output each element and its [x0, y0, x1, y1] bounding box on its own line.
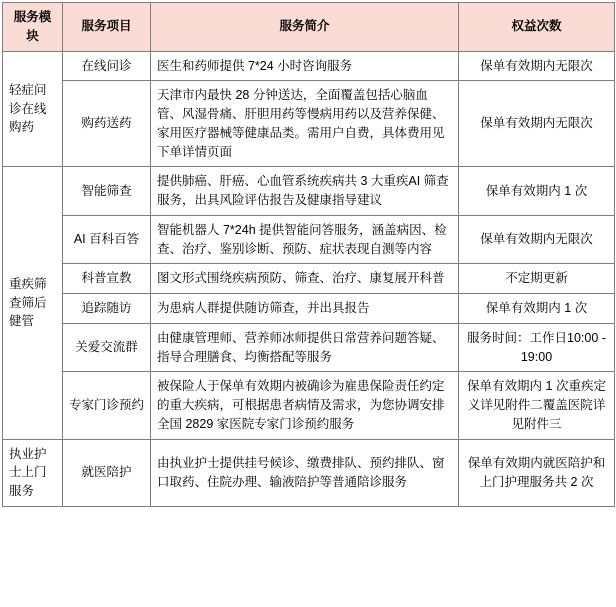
service-item-name: 专家门诊预约	[63, 372, 151, 439]
service-item-name: 在线问诊	[63, 51, 151, 81]
service-item-times: 保单有效期内 1 次	[459, 294, 615, 324]
service-item-name: 购药送药	[63, 81, 151, 167]
column-header-service-description: 服务简介	[151, 3, 459, 52]
service-item-times: 保单有效期内 1 次	[459, 167, 615, 216]
table-row	[3, 323, 615, 372]
service-item-name: 科普宣教	[63, 264, 151, 294]
service-item-times: 保单有效期内无限次	[459, 215, 615, 264]
service-item-description: 提供肺癌、肝癌、心血管系统疾病共 3 大重疾AI 筛查服务，出具风险评估报告及健康指导建议	[151, 167, 459, 216]
service-item-name: 追踪随访	[63, 294, 151, 324]
service-item-description: 被保险人于保单有效期内被确诊为雇患保险责任约定的重大疾病，可根据患者病情及需求，为您协调安排全国 2829 家医院专家门诊预约服务	[151, 372, 459, 439]
table-row	[3, 264, 615, 294]
service-item-times: 服务时间：工作日10:00 - 19:00	[459, 323, 615, 372]
service-item-description: 由健康管理师、营养师冰师提供日常营养问题答疑、指导合理膳食、均衡搭配等服务	[151, 323, 459, 372]
table-row	[3, 294, 615, 324]
group-label-nurse-home-visit: 执业护士上门服务	[3, 439, 63, 506]
service-item-description: 天津市内最快 28 分钟送达，全面覆盖包括心脑血管、风湿骨痛、肝胆用药等慢病用药以及营养保健、家用医疗器械等健康品类。需用户自费，具体费用见下单详情页面	[151, 81, 459, 167]
service-item-name: 智能筛查	[63, 167, 151, 216]
group-label-critical-illness-screening: 重疾筛查筛后健管	[3, 167, 63, 439]
table-body	[3, 51, 615, 506]
service-item-times: 保单有效期内无限次	[459, 51, 615, 81]
table-row	[3, 81, 615, 167]
table-row	[3, 372, 615, 439]
group-label-light-consult: 轻症问诊在线购药	[3, 51, 63, 167]
service-benefit-table	[2, 2, 615, 507]
table-row	[3, 439, 615, 506]
column-header-service-module: 服务模块	[3, 3, 63, 52]
table-row	[3, 215, 615, 264]
service-item-description: 智能机器人 7*24h 提供智能问答服务，涵盖病因、检查、治疗、鉴别诊断、预防、症状表现自测等内容	[151, 215, 459, 264]
service-item-name: 就医陪护	[63, 439, 151, 506]
column-header-service-item: 服务项目	[63, 3, 151, 52]
column-header-benefit-times: 权益次数	[459, 3, 615, 52]
service-item-description: 由执业护士提供挂号候诊、缴费排队、预约排队、窗口取药、住院办理、输液陪护等普通陪诊服务	[151, 439, 459, 506]
service-item-times: 不定期更新	[459, 264, 615, 294]
table-row	[3, 167, 615, 216]
table-header-row	[3, 3, 615, 52]
service-item-description: 为患病人群提供随访筛查，并出具报告	[151, 294, 459, 324]
service-item-times: 保单有效期内无限次	[459, 81, 615, 167]
table-header	[3, 3, 615, 52]
service-item-times: 保单有效期内就医陪护和上门护理服务共 2 次	[459, 439, 615, 506]
service-item-description: 图文形式围绕疾病预防、筛查、治疗、康复展开科普	[151, 264, 459, 294]
service-item-description: 医生和药师提供 7*24 小时咨询服务	[151, 51, 459, 81]
service-item-times: 保单有效期内 1 次重疾定义详见附件二覆盖医院详见附件三	[459, 372, 615, 439]
table-row	[3, 51, 615, 81]
service-item-name: 关爱交流群	[63, 323, 151, 372]
service-item-name: AI 百科百答	[63, 215, 151, 264]
